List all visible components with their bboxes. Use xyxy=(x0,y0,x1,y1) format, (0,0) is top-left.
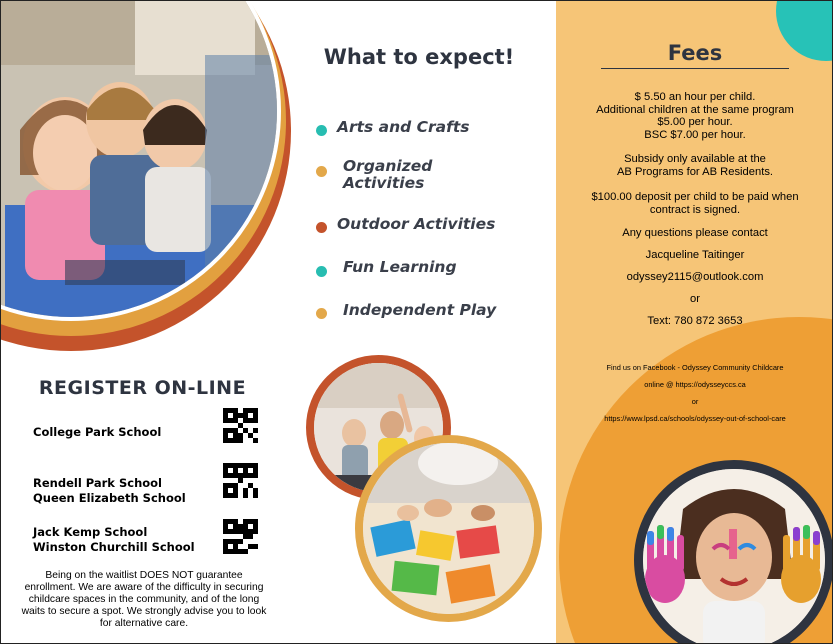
register-online-title: REGISTER ON-LINE xyxy=(38,377,247,399)
fees-rates: $ 5.50 an hour per child. Additional children at the same program $5.00 per hour. BSC $7.00 per hour. xyxy=(596,91,794,141)
qr-code-rendell-queen-elizabeth[interactable] xyxy=(223,463,258,498)
fees-contact-name: Jacqueline Taitinger xyxy=(645,249,745,261)
children-sitting-photo xyxy=(0,0,281,321)
website-link[interactable]: online @ https://odysseyccs.ca xyxy=(644,380,746,389)
bullet-dot-teal xyxy=(316,266,327,277)
fees-subsidy: Subsidy only available at the AB Programs for AB Residents. xyxy=(616,153,774,178)
fees-phone: Text: 780 872 3653 xyxy=(647,315,743,327)
expect-item-arts-crafts: Arts and Crafts xyxy=(337,118,470,136)
bullet-dot-gold xyxy=(316,308,327,319)
fees-email-link[interactable]: odyssey2115@outlook.com xyxy=(626,271,764,283)
lpsd-link[interactable]: https://www.lpsd.ca/schools/odyssey-out-of-school-care xyxy=(604,414,786,423)
crafts-table-photo xyxy=(355,435,542,622)
qr-code-college-park[interactable] xyxy=(223,408,258,443)
fees-title: Fees xyxy=(667,41,723,65)
fees-title-underline xyxy=(601,68,789,69)
qr-code-jack-kemp-winston-churchill[interactable] xyxy=(223,519,258,554)
waitlist-notice: Being on the waitlist DOES NOT guarantee enrollment. We are aware of the difficulty in securing childcare spaces in the community, and of the long waits to secure a spot. We strongly advise you to look for alternative care. xyxy=(21,570,267,629)
fees-deposit: $100.00 deposit per child to be paid when contract is signed. xyxy=(591,191,799,216)
facebook-text: Find us on Facebook - Odyssey Community Childcare xyxy=(606,363,784,372)
expect-item-fun-learning: Fun Learning xyxy=(343,258,457,276)
bullet-dot-gold xyxy=(316,166,327,177)
school-jack-kemp-winston-churchill: Jack Kemp School Winston Churchill School xyxy=(33,525,195,554)
fees-questions: Any questions please contact xyxy=(622,227,768,239)
painted-hands-child-photo xyxy=(634,460,833,644)
expect-item-independent-play: Independent Play xyxy=(343,301,497,319)
school-college-park: College Park School xyxy=(33,425,162,439)
bullet-dot-orange xyxy=(316,222,327,233)
school-rendell-queen-elizabeth: Rendell Park School Queen Elizabeth School xyxy=(33,476,186,505)
links-or: or xyxy=(691,397,699,406)
expect-item-organized: Organized Activities xyxy=(343,157,433,192)
expect-item-outdoor: Outdoor Activities xyxy=(337,215,496,233)
fees-or: or xyxy=(690,293,700,305)
what-to-expect-title: What to expect! xyxy=(323,45,515,69)
bullet-dot-teal xyxy=(316,125,327,136)
